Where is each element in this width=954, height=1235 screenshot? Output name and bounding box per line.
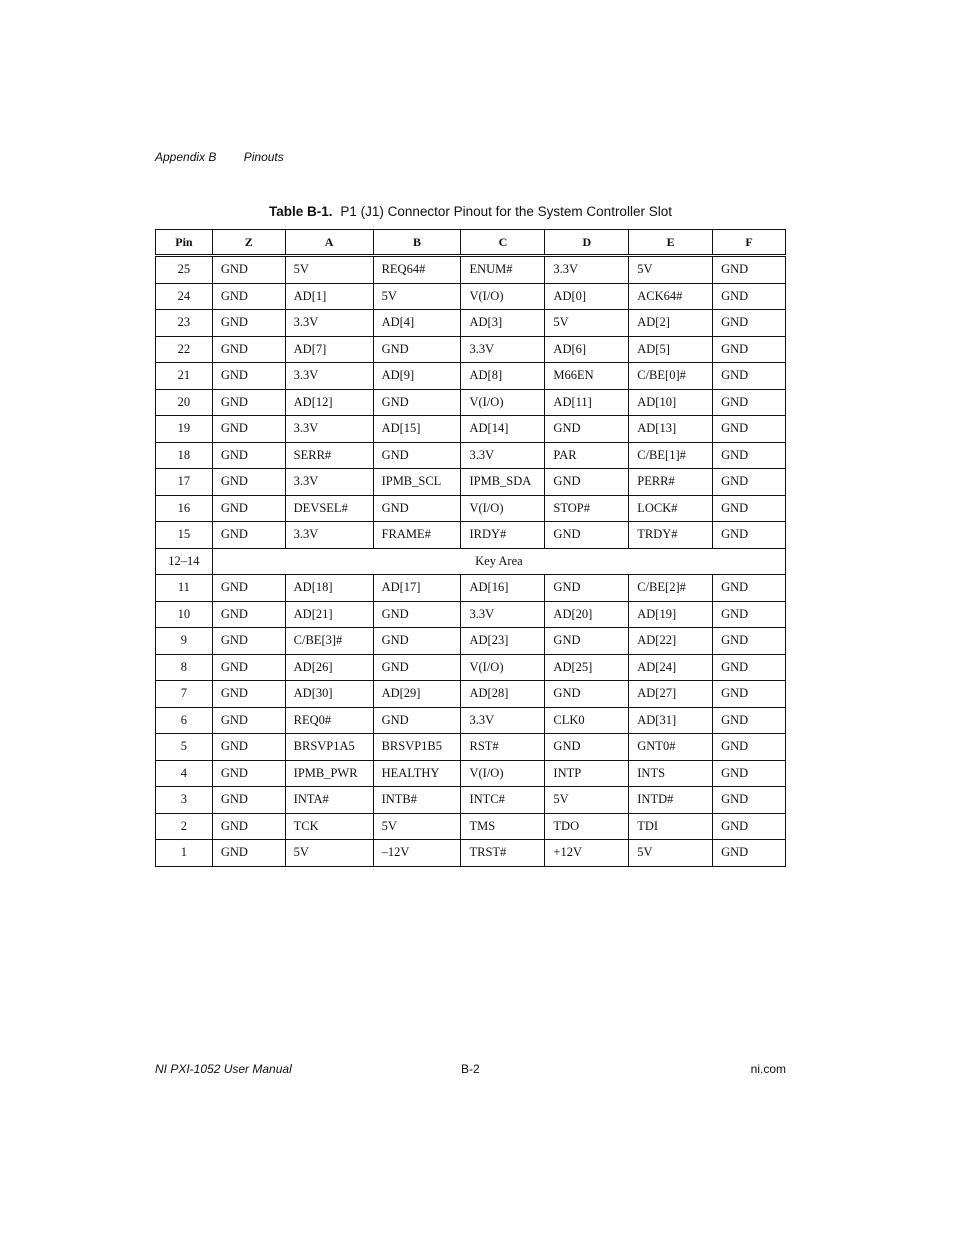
signal-cell: AD[19] xyxy=(629,601,713,628)
signal-cell: AD[8] xyxy=(461,363,545,390)
signal-cell: AD[24] xyxy=(629,654,713,681)
signal-cell: AD[16] xyxy=(461,575,545,602)
table-header-row xyxy=(156,230,786,256)
key-area-cell: Key Area xyxy=(212,548,785,575)
signal-cell: GND xyxy=(713,363,786,390)
signal-cell: GND xyxy=(713,495,786,522)
signal-cell: AD[22] xyxy=(629,628,713,655)
signal-cell: ACK64# xyxy=(629,283,713,310)
signal-cell: GND xyxy=(212,601,285,628)
signal-cell: +12V xyxy=(545,840,629,867)
signal-cell: TRDY# xyxy=(629,522,713,549)
signal-cell: GND xyxy=(212,310,285,337)
signal-cell: 3.3V xyxy=(285,310,373,337)
signal-cell: GND xyxy=(713,283,786,310)
header-section: Appendix B xyxy=(155,150,217,164)
column-header: Pin xyxy=(156,230,213,256)
signal-cell: INTA# xyxy=(285,787,373,814)
signal-cell: 3.3V xyxy=(545,256,629,284)
signal-cell: GND xyxy=(373,707,461,734)
pin-number-cell: 21 xyxy=(156,363,213,390)
signal-cell: GND xyxy=(212,813,285,840)
signal-cell: GND xyxy=(545,628,629,655)
table-row xyxy=(156,442,786,469)
table-row xyxy=(156,575,786,602)
pin-number-cell: 11 xyxy=(156,575,213,602)
column-header: E xyxy=(629,230,713,256)
signal-cell: PERR# xyxy=(629,469,713,496)
table-row xyxy=(156,522,786,549)
footer-page-number: B-2 xyxy=(461,1062,480,1076)
signal-cell: AD[25] xyxy=(545,654,629,681)
signal-cell: GND xyxy=(373,654,461,681)
signal-cell: 5V xyxy=(545,787,629,814)
signal-cell: TDI xyxy=(629,813,713,840)
signal-cell: GND xyxy=(713,681,786,708)
signal-cell: GND xyxy=(713,760,786,787)
signal-cell: ENUM# xyxy=(461,256,545,284)
signal-cell: RST# xyxy=(461,734,545,761)
signal-cell: AD[26] xyxy=(285,654,373,681)
pin-number-cell: 17 xyxy=(156,469,213,496)
signal-cell: C/BE[2]# xyxy=(629,575,713,602)
signal-cell: GND xyxy=(212,681,285,708)
signal-cell: GND xyxy=(373,442,461,469)
signal-cell: C/BE[0]# xyxy=(629,363,713,390)
signal-cell: INTC# xyxy=(461,787,545,814)
signal-cell: IPMB_SDA xyxy=(461,469,545,496)
caption-label: Table B-1. xyxy=(269,204,333,219)
signal-cell: AD[21] xyxy=(285,601,373,628)
signal-cell: GND xyxy=(212,787,285,814)
pin-number-cell: 20 xyxy=(156,389,213,416)
signal-cell: AD[28] xyxy=(461,681,545,708)
pin-number-cell: 10 xyxy=(156,601,213,628)
signal-cell: GND xyxy=(212,734,285,761)
signal-cell: 5V xyxy=(285,256,373,284)
signal-cell: GND xyxy=(713,707,786,734)
table-row xyxy=(156,760,786,787)
signal-cell: STOP# xyxy=(545,495,629,522)
signal-cell: GND xyxy=(713,787,786,814)
signal-cell: 5V xyxy=(629,256,713,284)
pin-number-cell: 19 xyxy=(156,416,213,443)
signal-cell: GND xyxy=(373,336,461,363)
header-title: Pinouts xyxy=(243,150,284,164)
signal-cell: BRSVP1B5 xyxy=(373,734,461,761)
signal-cell: 5V xyxy=(373,283,461,310)
signal-cell: GND xyxy=(713,575,786,602)
signal-cell: V(I/O) xyxy=(461,495,545,522)
signal-cell: GND xyxy=(713,256,786,284)
signal-cell: GND xyxy=(212,707,285,734)
pin-number-cell: 8 xyxy=(156,654,213,681)
signal-cell: C/BE[3]# xyxy=(285,628,373,655)
signal-cell: GND xyxy=(713,734,786,761)
signal-cell: 3.3V xyxy=(285,522,373,549)
signal-cell: V(I/O) xyxy=(461,654,545,681)
signal-cell: REQ64# xyxy=(373,256,461,284)
signal-cell: GND xyxy=(713,336,786,363)
signal-cell: 5V xyxy=(373,813,461,840)
signal-cell: V(I/O) xyxy=(461,389,545,416)
signal-cell: INTP xyxy=(545,760,629,787)
signal-cell: PAR xyxy=(545,442,629,469)
signal-cell: 3.3V xyxy=(461,442,545,469)
signal-cell: GND xyxy=(212,389,285,416)
signal-cell: GND xyxy=(212,336,285,363)
column-header: C xyxy=(461,230,545,256)
pin-number-cell: 15 xyxy=(156,522,213,549)
signal-cell: GND xyxy=(713,654,786,681)
table-body xyxy=(156,256,786,867)
table-row xyxy=(156,548,786,575)
signal-cell: GND xyxy=(212,442,285,469)
pin-number-cell: 12–14 xyxy=(156,548,213,575)
running-header xyxy=(155,150,308,164)
signal-cell: GND xyxy=(212,283,285,310)
table-row xyxy=(156,628,786,655)
signal-cell: AD[3] xyxy=(461,310,545,337)
column-header: D xyxy=(545,230,629,256)
signal-cell: GND xyxy=(373,389,461,416)
table-row xyxy=(156,310,786,337)
signal-cell: GND xyxy=(545,734,629,761)
signal-cell: GND xyxy=(212,256,285,284)
signal-cell: GND xyxy=(713,310,786,337)
signal-cell: AD[23] xyxy=(461,628,545,655)
signal-cell: –12V xyxy=(373,840,461,867)
pin-number-cell: 25 xyxy=(156,256,213,284)
table-row xyxy=(156,734,786,761)
table-row xyxy=(156,495,786,522)
signal-cell: AD[6] xyxy=(545,336,629,363)
pin-number-cell: 24 xyxy=(156,283,213,310)
table-row xyxy=(156,336,786,363)
signal-cell: AD[14] xyxy=(461,416,545,443)
signal-cell: AD[11] xyxy=(545,389,629,416)
pin-number-cell: 9 xyxy=(156,628,213,655)
signal-cell: GND xyxy=(212,363,285,390)
signal-cell: TRST# xyxy=(461,840,545,867)
signal-cell: IRDY# xyxy=(461,522,545,549)
signal-cell: INTS xyxy=(629,760,713,787)
signal-cell: GND xyxy=(212,654,285,681)
signal-cell: GND xyxy=(545,681,629,708)
signal-cell: GND xyxy=(713,389,786,416)
signal-cell: AD[2] xyxy=(629,310,713,337)
column-header: B xyxy=(373,230,461,256)
signal-cell: GND xyxy=(212,522,285,549)
signal-cell: GND xyxy=(713,442,786,469)
signal-cell: V(I/O) xyxy=(461,283,545,310)
signal-cell: GND xyxy=(713,416,786,443)
table-row xyxy=(156,707,786,734)
signal-cell: GND xyxy=(713,628,786,655)
signal-cell: AD[31] xyxy=(629,707,713,734)
signal-cell: AD[4] xyxy=(373,310,461,337)
signal-cell: AD[30] xyxy=(285,681,373,708)
signal-cell: DEVSEL# xyxy=(285,495,373,522)
column-header: F xyxy=(713,230,786,256)
signal-cell: GND xyxy=(212,469,285,496)
signal-cell: GND xyxy=(545,416,629,443)
pin-number-cell: 23 xyxy=(156,310,213,337)
signal-cell: V(I/O) xyxy=(461,760,545,787)
column-header: A xyxy=(285,230,373,256)
signal-cell: GND xyxy=(373,495,461,522)
pin-number-cell: 5 xyxy=(156,734,213,761)
signal-cell: GND xyxy=(373,601,461,628)
signal-cell: GND xyxy=(713,469,786,496)
pin-number-cell: 7 xyxy=(156,681,213,708)
table-row xyxy=(156,469,786,496)
signal-cell: AD[27] xyxy=(629,681,713,708)
signal-cell: 5V xyxy=(285,840,373,867)
signal-cell: GND xyxy=(212,840,285,867)
signal-cell: AD[7] xyxy=(285,336,373,363)
pin-number-cell: 18 xyxy=(156,442,213,469)
pin-number-cell: 4 xyxy=(156,760,213,787)
signal-cell: AD[12] xyxy=(285,389,373,416)
footer-website: ni.com xyxy=(750,1062,786,1076)
table-row xyxy=(156,813,786,840)
signal-cell: M66EN xyxy=(545,363,629,390)
pin-number-cell: 22 xyxy=(156,336,213,363)
signal-cell: 3.3V xyxy=(461,601,545,628)
signal-cell: AD[0] xyxy=(545,283,629,310)
pin-number-cell: 16 xyxy=(156,495,213,522)
table-row xyxy=(156,840,786,867)
signal-cell: AD[17] xyxy=(373,575,461,602)
table-caption xyxy=(155,204,786,219)
signal-cell: 3.3V xyxy=(461,336,545,363)
table-row xyxy=(156,256,786,284)
signal-cell: GND xyxy=(713,522,786,549)
signal-cell: GND xyxy=(373,628,461,655)
signal-cell: 5V xyxy=(545,310,629,337)
pin-number-cell: 2 xyxy=(156,813,213,840)
signal-cell: BRSVP1A5 xyxy=(285,734,373,761)
footer-manual-title: NI PXI-1052 User Manual xyxy=(155,1062,292,1076)
signal-cell: GND xyxy=(212,416,285,443)
signal-cell: IPMB_PWR xyxy=(285,760,373,787)
signal-cell: AD[20] xyxy=(545,601,629,628)
signal-cell: CLK0 xyxy=(545,707,629,734)
signal-cell: C/BE[1]# xyxy=(629,442,713,469)
signal-cell: GND xyxy=(545,522,629,549)
signal-cell: GND xyxy=(713,813,786,840)
signal-cell: 3.3V xyxy=(461,707,545,734)
signal-cell: IPMB_SCL xyxy=(373,469,461,496)
signal-cell: REQ0# xyxy=(285,707,373,734)
signal-cell: TMS xyxy=(461,813,545,840)
signal-cell: AD[18] xyxy=(285,575,373,602)
table-row xyxy=(156,283,786,310)
table-row xyxy=(156,681,786,708)
signal-cell: GND xyxy=(212,760,285,787)
signal-cell: GNT0# xyxy=(629,734,713,761)
table-row xyxy=(156,787,786,814)
signal-cell: AD[29] xyxy=(373,681,461,708)
signal-cell: GND xyxy=(545,575,629,602)
table-row xyxy=(156,389,786,416)
table-row xyxy=(156,416,786,443)
signal-cell: AD[15] xyxy=(373,416,461,443)
signal-cell: 5V xyxy=(629,840,713,867)
pin-number-cell: 6 xyxy=(156,707,213,734)
signal-cell: AD[9] xyxy=(373,363,461,390)
signal-cell: 3.3V xyxy=(285,416,373,443)
column-header: Z xyxy=(212,230,285,256)
signal-cell: GND xyxy=(713,601,786,628)
signal-cell: LOCK# xyxy=(629,495,713,522)
signal-cell: SERR# xyxy=(285,442,373,469)
pin-number-cell: 3 xyxy=(156,787,213,814)
signal-cell: TDO xyxy=(545,813,629,840)
caption-text: P1 (J1) Connector Pinout for the System Controller Slot xyxy=(340,204,672,219)
signal-cell: GND xyxy=(545,469,629,496)
signal-cell: GND xyxy=(212,575,285,602)
signal-cell: GND xyxy=(713,840,786,867)
table-row xyxy=(156,363,786,390)
signal-cell: GND xyxy=(212,628,285,655)
signal-cell: AD[10] xyxy=(629,389,713,416)
signal-cell: TCK xyxy=(285,813,373,840)
signal-cell: AD[5] xyxy=(629,336,713,363)
pinout-table xyxy=(155,229,786,867)
signal-cell: INTB# xyxy=(373,787,461,814)
table-row xyxy=(156,601,786,628)
signal-cell: 3.3V xyxy=(285,469,373,496)
signal-cell: AD[1] xyxy=(285,283,373,310)
signal-cell: HEALTHY xyxy=(373,760,461,787)
pin-number-cell: 1 xyxy=(156,840,213,867)
signal-cell: INTD# xyxy=(629,787,713,814)
signal-cell: AD[13] xyxy=(629,416,713,443)
signal-cell: FRAME# xyxy=(373,522,461,549)
table-row xyxy=(156,654,786,681)
signal-cell: 3.3V xyxy=(285,363,373,390)
signal-cell: GND xyxy=(212,495,285,522)
